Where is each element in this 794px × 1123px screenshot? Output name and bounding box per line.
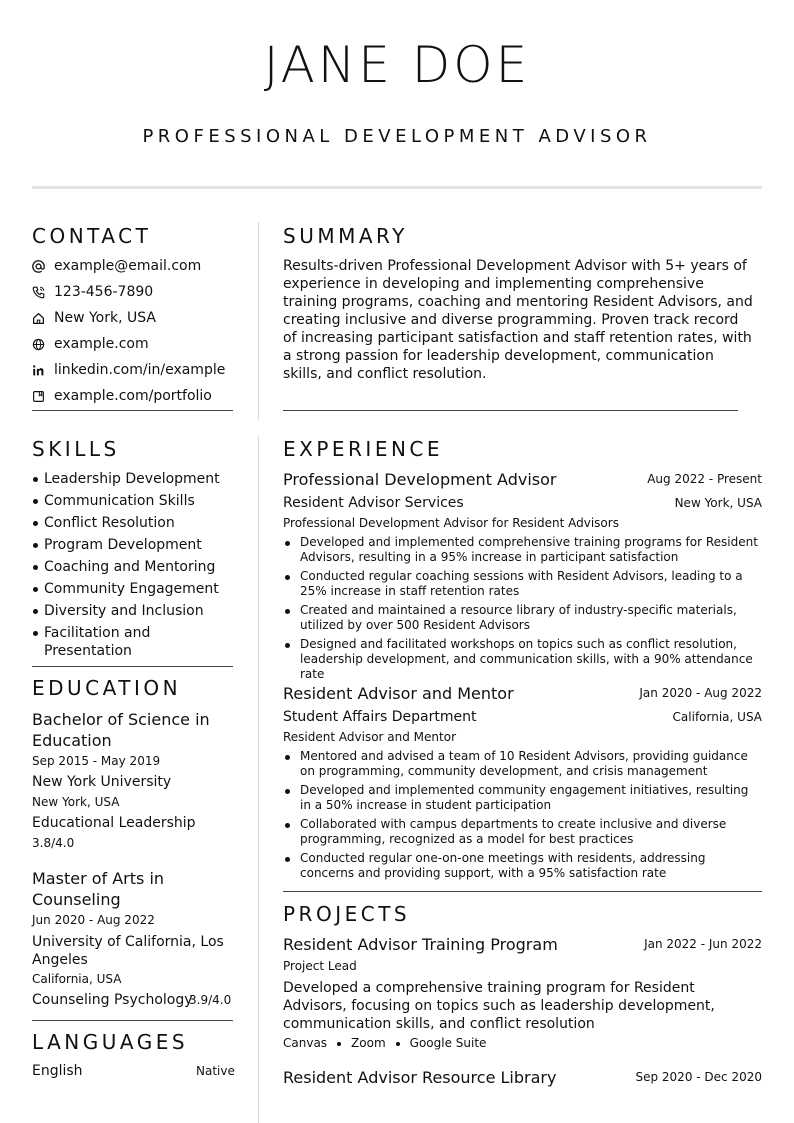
education-gpa: 3.9/4.0 (189, 993, 232, 1007)
home-icon (32, 311, 54, 325)
job-subtitle: Professional Development Advisor for Resident Advisors (283, 516, 619, 530)
job-bullet: Developed and implemented comprehensive training programs for Resident Advisors, resulting in a 95% increase in participant satisfaction (283, 535, 758, 565)
skill-item: Facilitation and Presentation (32, 624, 182, 660)
skill-item: Conflict Resolution (32, 514, 233, 532)
job-role: Professional Development Advisor (283, 470, 557, 489)
skills-divider (32, 666, 233, 667)
summary-divider (283, 410, 738, 411)
education-dates: Jun 2020 - Aug 2022 (32, 913, 155, 927)
skill-item: Diversity and Inclusion (32, 602, 233, 620)
job-dates: Jan 2020 - Aug 2022 (639, 686, 762, 700)
education-degree: Bachelor of Science in Education (32, 710, 210, 750)
project-tool: Canvas (283, 1036, 328, 1050)
project-description: Developed a comprehensive training program for Resident Advisors, focusing on topics such as leadership development, communication skills, and conflict resolution (283, 980, 715, 1032)
education-divider (32, 1020, 233, 1021)
job-bullet: Conducted regular one-on-one meetings with residents, addressing concerns and providing support, with a 95% satisfaction rate (283, 851, 753, 881)
project-role: Project Lead (283, 959, 357, 973)
separator-dot (337, 1042, 341, 1046)
separator-dot (396, 1042, 400, 1046)
skill-item: Coaching and Mentoring (32, 558, 233, 576)
job-bullet: Designed and facilitated workshops on topics such as conflict resolution, leadership development, and communication skills, with a 90% attendance rate (283, 637, 758, 682)
header-divider (32, 186, 762, 189)
job-bullet: Created and maintained a resource library of industry-specific materials, utilized by over 500 Resident Advisors (283, 603, 758, 633)
language-level: Native (196, 1064, 235, 1078)
job-location: California, USA (672, 710, 762, 724)
linkedin-icon (32, 363, 54, 377)
contact-portfolio[interactable] (32, 386, 212, 406)
contact-phone[interactable] (32, 282, 153, 302)
skills-heading: SKILLS (32, 437, 120, 461)
job-bullet: Conducted regular coaching sessions with Resident Advisors, leading to a 25% increase in staff retention rates (283, 569, 758, 599)
contact-heading: CONTACT (32, 224, 152, 248)
education-field: Counseling Psychology (32, 992, 193, 1008)
education-location: New York, USA (32, 795, 120, 809)
education-degree: Master of Arts in Counseling (32, 869, 165, 909)
column-divider-top (258, 222, 259, 420)
job-location: New York, USA (674, 496, 762, 510)
education-school: New York University (32, 774, 172, 790)
contact-email[interactable] (32, 256, 201, 276)
contact-location (32, 308, 156, 328)
contact-linkedin[interactable] (32, 360, 225, 380)
contact-linkedin-text: linkedin.com/in/example (54, 362, 226, 378)
summary-text: Results-driven Professional Development Advisor with 5+ years of experience in developing and implementing comprehensive training programs, coaching and mentoring Resident Advisors, and creating inclusive and diverse programming. Proven track record of increasing participant satisfaction and staff retention rates, with a strong passion for leadership development, communication skills, and conflict resolution. (283, 258, 753, 382)
job-company: Resident Advisor Services (283, 495, 464, 511)
candidate-name: JANE DOE (263, 36, 531, 94)
project-tool: Zoom (351, 1036, 386, 1050)
project-name: Resident Advisor Training Program (283, 935, 558, 954)
project-dates: Sep 2020 - Dec 2020 (635, 1070, 762, 1084)
projects-heading: PROJECTS (283, 902, 411, 926)
job-subtitle: Resident Advisor and Mentor (283, 730, 456, 744)
contact-website-text: example.com (54, 336, 149, 352)
project-dates: Jan 2022 - Jun 2022 (644, 937, 762, 951)
project-tools (283, 1036, 486, 1050)
skill-item: Community Engagement (32, 580, 233, 598)
job-bullets (283, 749, 753, 885)
summary-heading: SUMMARY (283, 224, 408, 248)
contact-email-text: example@email.com (54, 258, 202, 274)
contact-website[interactable] (32, 334, 149, 354)
job-dates: Aug 2022 - Present (647, 472, 762, 486)
education-dates: Sep 2015 - May 2019 (32, 754, 161, 768)
globe-icon (32, 337, 54, 351)
column-divider-main (258, 436, 259, 1123)
languages-heading: LANGUAGES (32, 1030, 189, 1054)
language-name: English (32, 1063, 83, 1079)
contact-location-text: New York, USA (54, 310, 156, 326)
job-company: Student Affairs Department (283, 709, 477, 725)
education-location: California, USA (32, 972, 122, 986)
job-role: Resident Advisor and Mentor (283, 684, 514, 703)
contact-portfolio-text: example.com/portfolio (54, 388, 212, 404)
project-tool: Google Suite (409, 1036, 487, 1050)
education-heading: EDUCATION (32, 676, 182, 700)
job-bullet: Developed and implemented community engagement initiatives, resulting in a 50% increase in student participation (283, 783, 753, 813)
job-bullet: Mentored and advised a team of 10 Resident Advisors, providing guidance on programming, community development, and crisis management (283, 749, 753, 779)
project-name: Resident Advisor Resource Library (283, 1068, 557, 1087)
portfolio-icon (32, 389, 54, 403)
phone-icon (32, 285, 54, 299)
candidate-title: PROFESSIONAL DEVELOPMENT ADVISOR (142, 126, 652, 147)
education-field: Educational Leadership (32, 815, 196, 831)
skill-item: Leadership Development (32, 470, 233, 488)
job-bullet: Collaborated with campus departments to create inclusive and diverse programming, recognized as a model for best practices (283, 817, 753, 847)
contact-divider (32, 410, 233, 411)
experience-heading: EXPERIENCE (283, 437, 444, 461)
skill-item: Communication Skills (32, 492, 233, 510)
at-icon (32, 259, 54, 273)
education-gpa: 3.8/4.0 (32, 836, 75, 850)
experience-divider (283, 891, 762, 892)
contact-phone-text: 123-456-7890 (54, 284, 154, 300)
job-bullets (283, 535, 758, 686)
education-school: University of California, Los Angeles (32, 934, 224, 968)
skill-item: Program Development (32, 536, 233, 554)
